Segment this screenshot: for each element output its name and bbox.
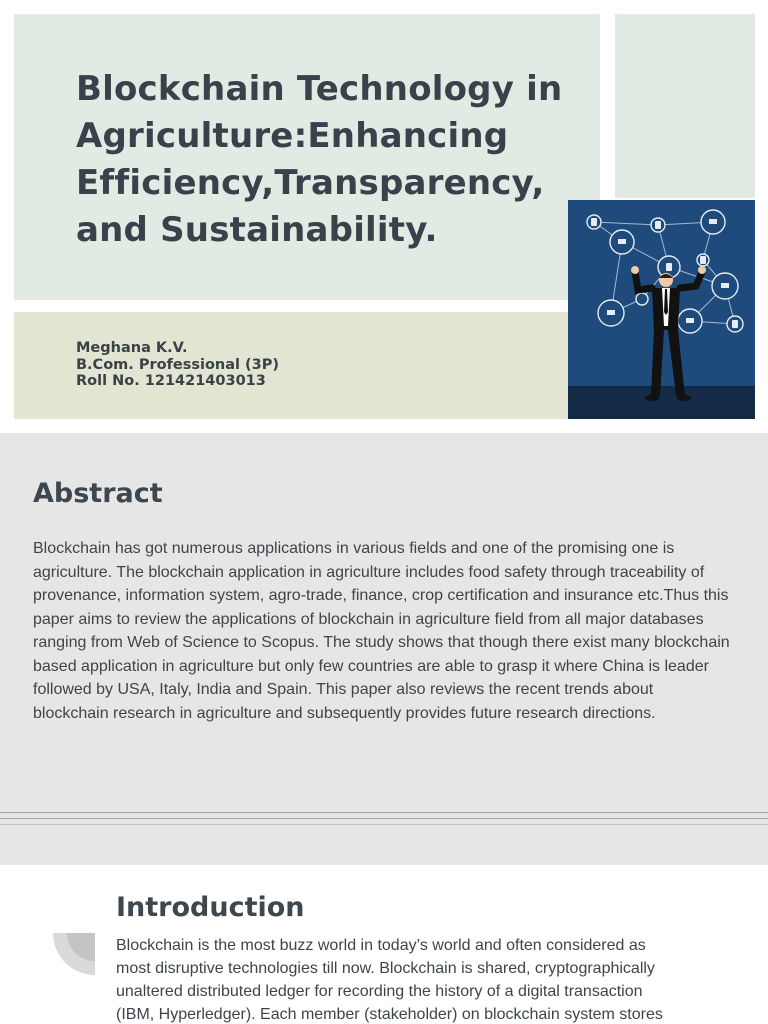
decorative-panel <box>615 14 755 198</box>
title-line: Efficiency,Transparency, <box>76 163 545 203</box>
title-line: Agriculture:Enhancing <box>76 116 509 156</box>
author-program: B.Com. Professional (3P) <box>76 356 279 373</box>
page-title <box>76 66 576 254</box>
introduction-body: Blockchain is the most buzz world in today’s world and often considered as most disruptive technologies till now. Blockchain is shared, cryptographically unaltered distributed ledger for recording the history of a digital transaction (IBM, Hyperledger). Each member (stakeholder) on blockchain system stores <box>116 937 663 1023</box>
quarter-circle-icon <box>53 933 95 975</box>
title-line: Blockchain Technology in <box>76 69 563 109</box>
abstract-heading: Abstract <box>33 478 163 509</box>
abstract-section <box>0 433 768 865</box>
divider-line <box>0 824 768 825</box>
introduction-heading: Introduction <box>116 892 305 923</box>
businessman-network-icon <box>568 200 755 419</box>
author-panel <box>14 312 568 419</box>
author-roll-number: Roll No. 121421403013 <box>76 373 266 389</box>
divider-line <box>0 818 768 819</box>
abstract-body: Blockchain has got numerous applications in various fields and one of the promising one is agriculture. The blockchain application in agriculture includes food safety through traceability of provenance, information system, agro-trade, finance, crop certification and insurance etc.Thus this paper aims to review the applications of blockchain in agriculture field from all major databases ranging from Web of Science to Scopus. The study shows that though there exist many blockchain based application in agriculture but only few countries are able to grasp it where China is leader followed by USA, Italy, India and Spain. This paper also reviews the recent trends about blockchain research in agriculture and subsequently provides future research directions. <box>33 540 730 722</box>
divider-line <box>0 812 768 813</box>
author-name: Meghana K.V. <box>76 340 188 356</box>
title-line: and Sustainability. <box>76 210 438 250</box>
introduction-section <box>0 865 768 1024</box>
title-panel <box>14 14 600 300</box>
